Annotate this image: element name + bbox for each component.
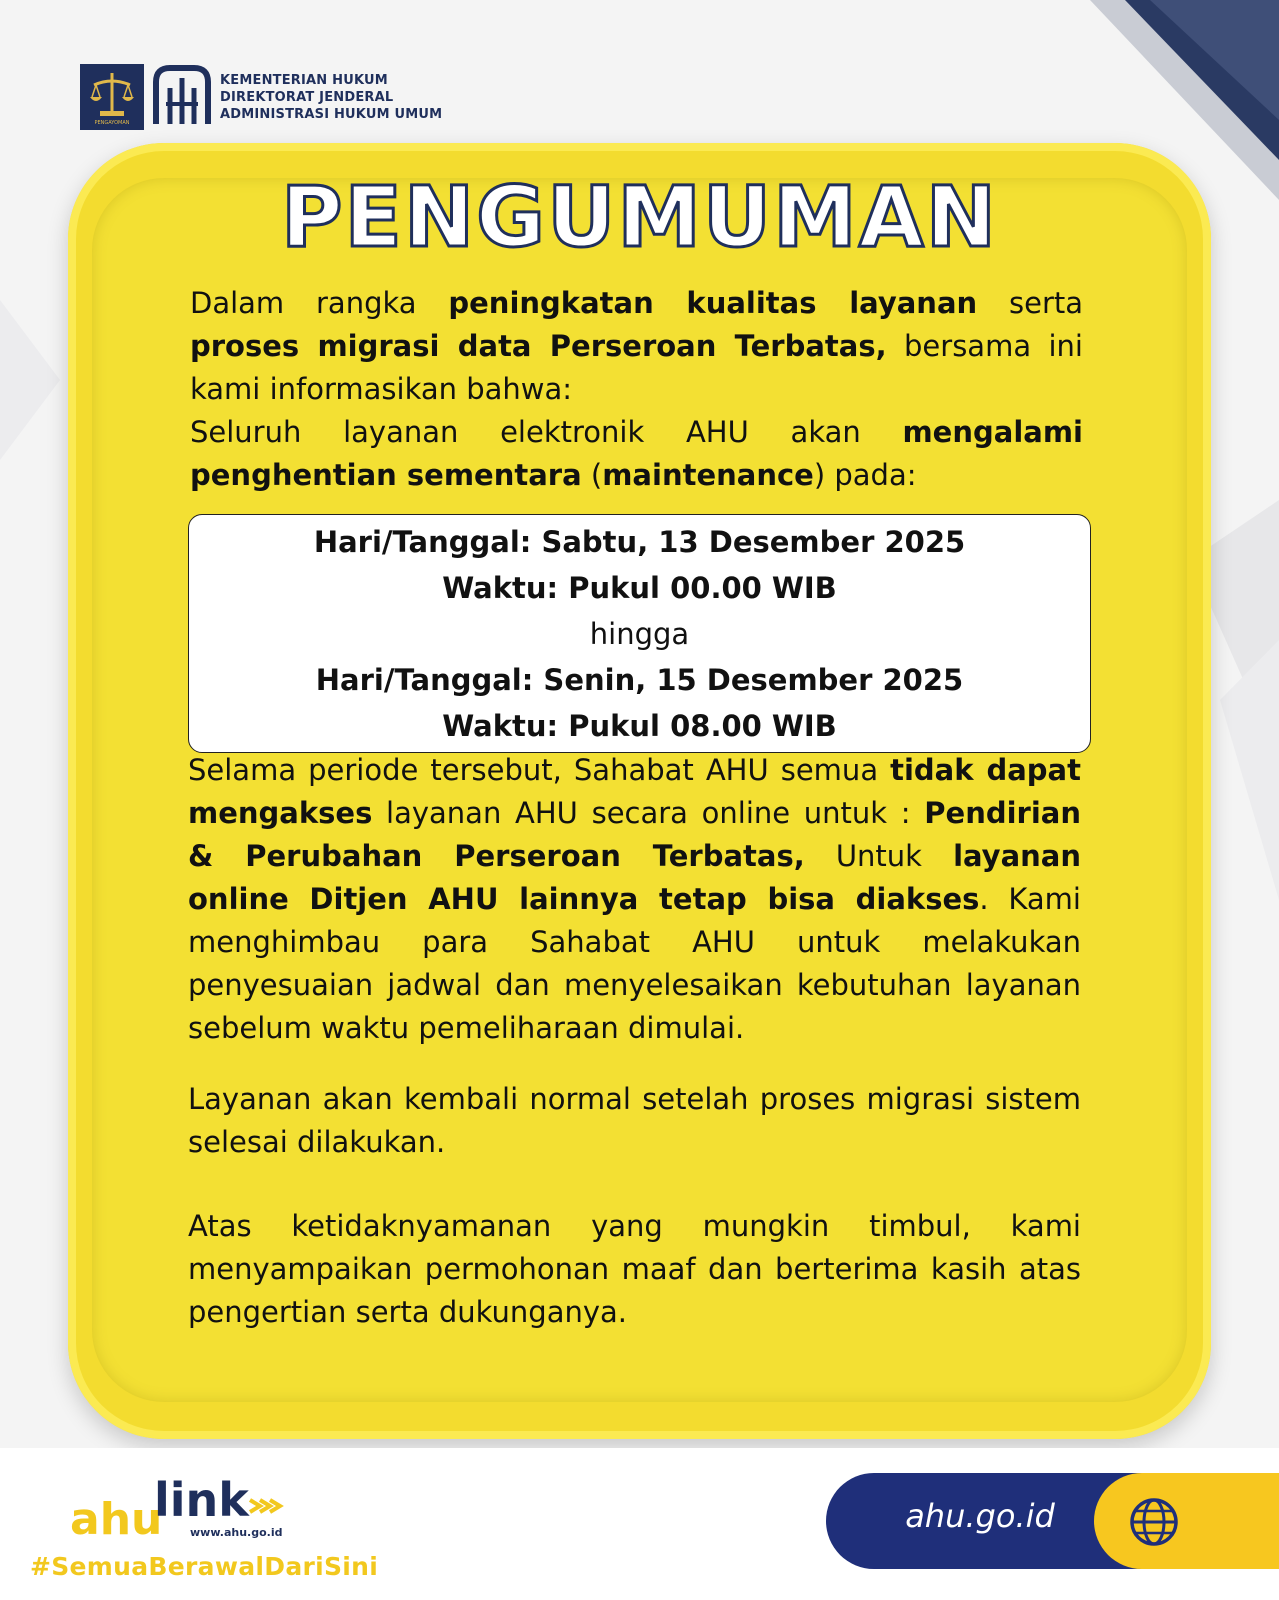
start-date: Hari/Tanggal: Sabtu, 13 Desember 2025	[313, 524, 966, 559]
intro-paragraph: Dalam rangka peningkatan kualitas layanan serta proses migrasi data Perseroan Terbatas, bersama ini kami informasikan bahwa: Seluruh layanan elektronik AHU akan mengalami penghentian sementara (maintenance) pada:	[190, 286, 1084, 492]
logo-link-text: link	[154, 1473, 249, 1527]
website-pill-accent	[1094, 1473, 1279, 1569]
org-line-2: DIREKTORAT JENDERAL	[220, 89, 394, 105]
org-line-1: KEMENTERIAN HUKUM	[220, 72, 388, 88]
body-paragraph: Selama periode tersebut, Sahabat AHU semua tidak dapat mengakses layanan AHU secara online untuk : Pendirian & Perubahan Perseroan Terbatas, Untuk layanan online Ditjen AHU lainnya tetap bisa diakses. Kami menghimbau para Sahabat AHU untuk melakukan penyesuaian jadwal dan menyelesaikan kebutuhan layanan sebelum waktu pemeliharaan dimulai.	[188, 753, 1082, 1045]
start-time: Waktu: Pukul 00.00 WIB	[442, 570, 837, 605]
logo-url-text: www.ahu.go.id	[190, 1526, 283, 1539]
ahu-logo	[150, 64, 214, 130]
globe-icon	[1128, 1496, 1180, 1548]
normal-service-paragraph: Layanan akan kembali normal setelah proses migrasi sistem selesai dilakukan.	[188, 1082, 1081, 1159]
end-time: Waktu: Pukul 08.00 WIB	[442, 708, 837, 743]
chevrons-icon	[250, 1500, 280, 1512]
ahulink-logo[interactable]	[70, 1468, 300, 1548]
header-logos	[80, 64, 442, 130]
scales-emblem-icon	[84, 67, 140, 127]
ministry-emblem-logo	[80, 64, 144, 130]
emblem-label: PENGAYOMAN	[94, 120, 130, 126]
announcement-title: PENGUMUMAN	[280, 168, 999, 266]
org-line-3: ADMINISTRASI HUKUM UMUM	[220, 106, 443, 122]
end-date: Hari/Tanggal: Senin, 15 Desember 2025	[315, 662, 964, 697]
maintenance-schedule-box	[188, 514, 1091, 753]
schedule-separator: hingga	[589, 616, 690, 651]
organization-name	[220, 72, 442, 123]
apology-paragraph: Atas ketidaknyamanan yang mungkin timbul, kami menyampaikan permohonan maaf dan berterima kasih atas pengertian serta dukunganya.	[188, 1209, 1081, 1329]
hashtag: #SemuaBerawalDariSini	[30, 1552, 379, 1581]
website-link[interactable]: ahu.go.id	[905, 1497, 1055, 1535]
logo-ahu-text: ahu	[70, 1494, 163, 1545]
